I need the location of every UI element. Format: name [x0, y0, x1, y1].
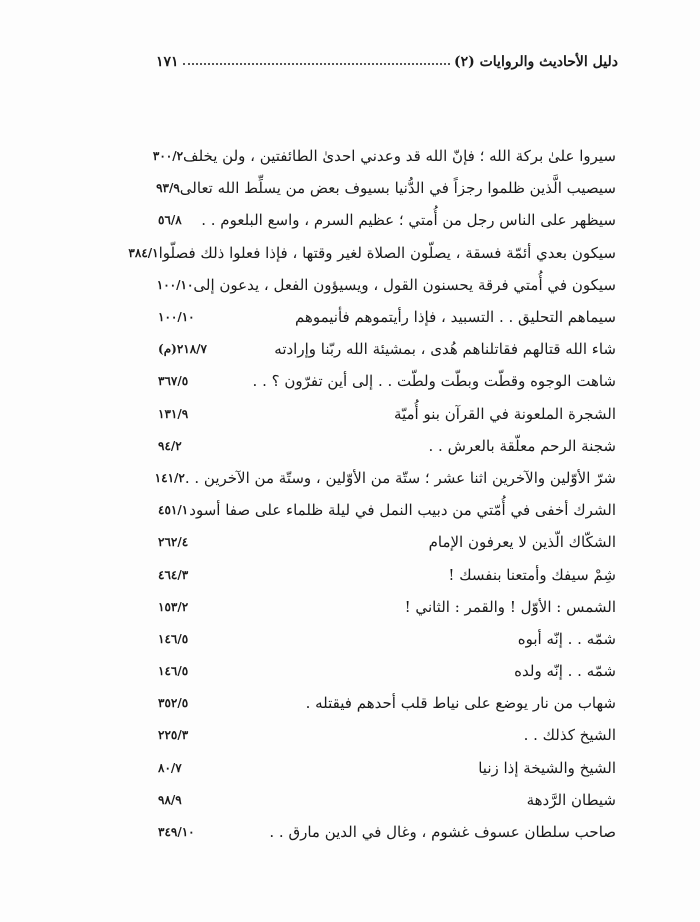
index-entry	[158, 204, 616, 236]
entry-reference: ١٠٠/١٠	[156, 277, 194, 292]
entry-text: الشيخ والشيخة إذا زنيا	[478, 758, 616, 777]
entry-text: صاحب سلطان عسوف غشوم ، وغال في الدين مارق . .	[269, 823, 616, 842]
entry-text: شمّه . . إنّه أبوه	[517, 629, 616, 648]
entry-text: سيظهر على الناس رجل من أُمتي ؛ عظيم السرم ، واسع البلعوم . .	[201, 211, 616, 230]
entry-reference: ٤٥١/١	[158, 503, 189, 518]
entry-reference: ٣٦٧/٥	[158, 374, 189, 389]
index-entry	[158, 719, 616, 751]
entry-reference: ١٣١/٩	[158, 406, 189, 421]
index-entry	[158, 526, 616, 558]
entry-reference: ٢٢٥/٣	[158, 728, 189, 743]
entry-text: شجنة الرحم معلّقة بالعرش . .	[428, 436, 616, 455]
index-entry	[158, 752, 616, 784]
entry-text: الشمس : الأوّل ! والقمر : الثاني !	[404, 597, 616, 616]
entry-text: سيكون في أُمتي فرقة يحسنون القول ، ويسيؤون الفعل ، يدعون إلى	[193, 275, 616, 294]
entry-reference: ٣٨٤/١	[128, 245, 159, 260]
index-entry	[158, 494, 616, 526]
entry-reference: ١٤٦/٥	[158, 631, 189, 646]
entry-reference: ٣٤٩/١٠	[158, 825, 195, 840]
entry-text: سيماهم التحليق . . التسبيد ، فإذا رأيتموهم فأنيموهم	[294, 308, 616, 327]
index-entry	[158, 558, 616, 590]
entry-text: الشكّاك الّذين لا يعرفون الإمام	[428, 533, 616, 552]
entry-reference: ٩٤/٢	[158, 438, 182, 453]
index-entry	[158, 623, 616, 655]
index-entry	[128, 237, 616, 269]
page-number: ١٧١	[156, 54, 179, 70]
index-entry	[158, 333, 616, 365]
index-entry	[158, 784, 616, 816]
entry-text: سيصيب الَّذين ظلموا رجزاً في الدُّنيا بسيوف بعض من يسلِّط الله تعالى	[179, 179, 616, 198]
entry-reference: ٨٠/٧	[158, 760, 182, 775]
entry-text: شمّه . . إنّه ولده	[514, 662, 616, 681]
entry-reference: (م)٢١٨/٧	[158, 342, 207, 357]
index-entry	[158, 269, 616, 301]
running-header	[156, 46, 618, 70]
entry-reference: ٤٦٤/٣	[158, 567, 189, 582]
index-entry	[154, 462, 616, 494]
entry-reference: ٥٦/٨	[158, 213, 182, 228]
index-entry	[158, 301, 616, 333]
entry-text: شاء الله قتالهم فقاتلناهم هُدى ، بمشيئة الله ربّنا وإرادته	[274, 340, 616, 359]
entry-reference: ١٠٠/١٠	[158, 310, 195, 325]
index-entry	[158, 398, 616, 430]
index-entry	[158, 591, 616, 623]
dot-leader	[183, 63, 450, 65]
entry-text: شهاب من نار يوضع على نياط قلب أحدهم فيقتله .	[305, 694, 616, 713]
entry-reference: ٢٦٢/٤	[158, 535, 189, 550]
entry-text: شرّ الأوّلين والآخرين اثنا عشر ؛ ستّة من الأوّلين ، وستّة من الآخرين . .	[184, 468, 616, 487]
index-entry	[152, 140, 616, 172]
entry-text: سيروا علىٰ بركة الله ؛ فإنّ الله قد وعدني احدىٰ الطائفتين ، ولن يخلف	[183, 147, 616, 166]
entry-reference: ٣٥٢/٥	[158, 696, 189, 711]
entry-text: الشرك أخفى في أُمّتي من دبيب النمل في ليلة ظلماء على صفا أسود	[189, 501, 616, 520]
entry-text: شاهت الوجوه وقطّت وبطّت ولطّت . . إلى أين تفرّون ؟ . .	[252, 372, 616, 391]
entry-reference: ١٤٦/٥	[158, 664, 189, 679]
index-list	[128, 140, 616, 848]
index-entry	[158, 430, 616, 462]
entry-text: سيكون بعدي أئمّة فسقة ، يصلّون الصلاة لغير وقتها ، فإذا فعلوا ذلك فصلّوا	[158, 243, 616, 262]
entry-reference: ١٤١/٢	[154, 470, 185, 485]
entry-reference: ٣٠٠/٢	[152, 149, 184, 164]
index-entry	[158, 365, 616, 397]
index-entry	[158, 172, 616, 204]
entry-reference: ١٥٣/٢	[158, 599, 189, 614]
index-entry	[158, 687, 616, 719]
entry-text: شِمْ سيفك وأمتعنا بنفسك !	[448, 565, 616, 584]
entry-reference: ٩٣/٩	[156, 181, 180, 196]
entry-text: الشجرة الملعونة في القرآن بنو أُميّة	[393, 404, 616, 423]
book-title: دليل الأحاديث والروايات (٢)	[453, 54, 618, 70]
entry-text: شيطان الرَّدهة	[526, 790, 616, 809]
index-entry	[158, 655, 616, 687]
entry-reference: ٩٨/٩	[158, 792, 182, 807]
entry-text: الشيخ كذلك . .	[523, 726, 616, 745]
index-entry	[158, 816, 616, 848]
